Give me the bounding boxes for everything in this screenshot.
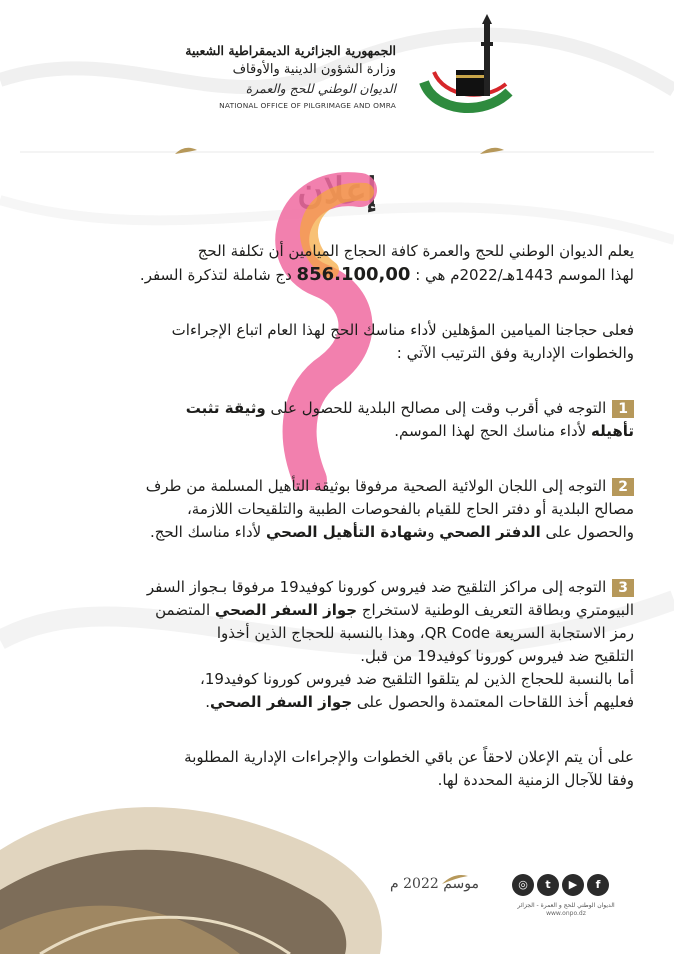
step-3-line-3: رمز الاستجابة السريعة QR Code، وهذا بالنسبة للحجاج الذين أخذوا: [216, 624, 634, 642]
instructions-line-1: فعلى حجاجنا الميامين المؤهلين لأداء مناسك الحج لهذا العام اتباع الإجراءات: [171, 321, 634, 339]
instructions-line-2: والخطوات الإدارية وفق الترتيب الآتي :: [396, 344, 634, 362]
step-2-bold-b: شهادة التأهيل الصحي: [265, 523, 428, 541]
paragraph-closing: [40, 746, 634, 792]
step-2-line-3-c: لأداء مناسك الحج.: [149, 523, 266, 541]
office-logo: [414, 12, 524, 122]
step-3-number: 3: [612, 579, 634, 597]
header-divider: [0, 140, 674, 164]
announcement-title: إعلان: [297, 170, 377, 212]
step-3-line-6-b: .: [205, 693, 210, 711]
step-1-bold-b: تأهيله: [590, 422, 634, 440]
step-2-line-1: التوجه إلى اللجان الولائية الصحية مرفوقا بوثيقة التأهيل المسلمة من طرف: [145, 477, 607, 495]
step-2-line-3-b: و: [427, 523, 440, 541]
cost-line-2-after: دج شاملة لتذكرة السفر.: [139, 266, 297, 284]
facebook-icon[interactable]: f: [587, 874, 609, 896]
step-3-line-5: أما بالنسبة للحجاج الذين لم يتلقوا التلقيح ضد فيروس كورونا كوفيد19،: [199, 670, 634, 688]
paragraph-cost: [40, 240, 634, 287]
step-3-line-1: التوجه إلى مراكز التلقيح ضد فيروس كورونا كوفيد19 مرفوقا بـجواز السفر: [146, 578, 607, 596]
step-2-bold-a: الدفتر الصحي: [439, 523, 541, 541]
season-label: موسم 2022 م: [390, 876, 479, 892]
step-3: [40, 576, 634, 714]
step-3-line-6-a: فعليهم أخذ اللقاحات المعتمدة والحصول على: [352, 693, 634, 711]
office-name-en: NATIONAL OFFICE OF PILGRIMAGE AND OMRA: [219, 101, 396, 110]
step-1-number: 1: [612, 400, 634, 418]
cost-line-2: [40, 263, 634, 287]
social-links: [512, 874, 609, 900]
republic-name: الجمهورية الجزائرية الديمقراطية الشعبية: [185, 43, 396, 58]
footer-website[interactable]: www.onpo.dz: [546, 910, 586, 917]
step-1-text-a: التوجه في أقرب وقت إلى مصالح البلدية للحصول على: [265, 399, 607, 417]
announcement-body: [40, 240, 634, 810]
header-text: [116, 42, 396, 110]
twitter-icon[interactable]: t: [537, 874, 559, 896]
ministry-name: وزارة الشؤون الدينية والأوقاف: [232, 62, 396, 77]
step-3-line-2-a: البيومتري وبطاقة التعريف الوطنية لاستخراج: [357, 601, 634, 619]
closing-line-2: وفقا للآجال الزمنية المحددة لها.: [437, 771, 634, 789]
step-1-bold-a: وثيقة تثبت: [185, 399, 266, 417]
step-2-line-2: مصالح البلدية أو دفتر الحاج للقيام بالفحوصات الطبية والتلقيحات اللازمة،: [186, 500, 634, 518]
cost-line-1: يعلم الديوان الوطني للحج والعمرة كافة الحجاج الميامين أن تكلفة الحج: [197, 242, 634, 260]
step-2: [40, 475, 634, 544]
step-2-line-3-a: والحصول على: [540, 523, 634, 541]
footer-org-name: الديوان الوطني للحج و العمرة - الجزائر: [517, 902, 615, 909]
price-value: 856.100,00: [296, 264, 411, 285]
step-1-text-b: لأداء مناسك الحج لهذا الموسم.: [394, 422, 591, 440]
closing-line-1: على أن يتم الإعلان لاحقاً عن باقي الخطوات والإجراءات الإدارية المطلوبة: [184, 748, 634, 766]
step-2-number: 2: [612, 478, 634, 496]
step-1: [40, 397, 634, 443]
office-name-ar: الديوان الوطني للحج والعمرة: [245, 81, 396, 96]
step-3-bold-a: جواز السفر الصحي: [214, 601, 358, 619]
cost-line-2-before: لهذا الموسم 1443هـ/2022م هي :: [410, 266, 634, 284]
instagram-icon[interactable]: ◎: [512, 874, 534, 896]
step-3-bold-b: جواز السفر الصحي: [209, 693, 353, 711]
step-3-line-2-b: المتضمن: [155, 601, 215, 619]
step-3-line-4: التلقيح ضد فيروس كورونا كوفيد19 من قبل.: [360, 647, 634, 665]
season-ornament-icon: [440, 868, 470, 890]
youtube-icon[interactable]: ▶: [562, 874, 584, 896]
paragraph-instructions: [40, 319, 634, 365]
